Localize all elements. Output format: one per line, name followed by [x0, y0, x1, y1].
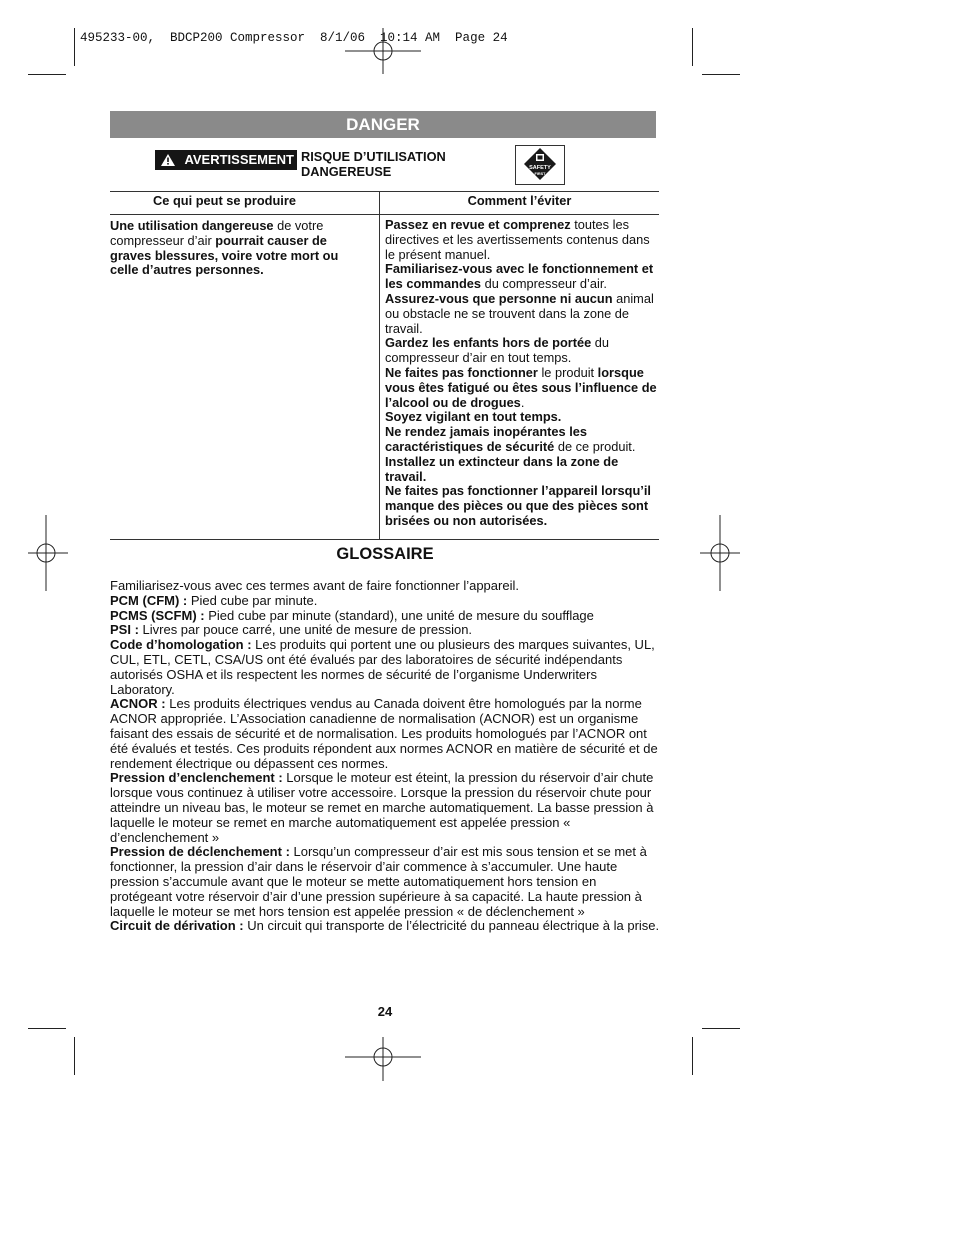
glossary-definition: Lorsqu’un compresseur d’air est mis sous tension et se met à fonctionner, la pression d’air dans le réservoir d’air commence à s’accumuler. Une haute pression s’accumule avant que le moteur se mette automatiquement hors tension en protégeant votre réservoir d’air d’une pression supérieure à sa capacité. La haute pression à laquelle le moteur se met hors tension est appelée pression « de déclenchement » [110, 844, 647, 919]
text: . [520, 394, 525, 410]
glossary-definition: Pied cube par minute. [187, 592, 318, 608]
warning-triangle-icon [161, 154, 175, 166]
bold-text: Passez en revue et comprenez [385, 217, 571, 232]
page-number: 24 [377, 1004, 393, 1019]
text: de ce produit. [554, 438, 636, 454]
prevention-item [385, 410, 659, 425]
text: toutes les directives et les avertissements contenus dans le présent manuel. [385, 217, 650, 262]
hazard-paragraph [110, 219, 368, 278]
safety-first-icon [515, 145, 565, 185]
glossary-definition: Un circuit qui transporte de l’électricité du panneau électrique à la prise. [243, 918, 660, 934]
glossary-entry [110, 594, 660, 609]
table-header-what-can-happen: Ce qui peut se produire [153, 193, 296, 208]
prevention-item [385, 455, 659, 485]
glossary-term: Pression d’enclenchement : [110, 770, 283, 786]
glossary-intro: Familiarisez-vous avec ces termes avant de faire fonctionner l’appareil. [110, 578, 519, 593]
text: de votre compresseur d’air [110, 218, 324, 248]
bold-text: lorsque vous êtes fatigué ou êtes sous l’influence de l’alcool ou de drogues [385, 364, 657, 410]
bold-text: Installez un extincteur dans la zone de travail. [385, 453, 619, 484]
glossary-term: Pression de déclenchement : [110, 844, 290, 860]
prevention-item [385, 218, 659, 262]
table-bottom-rule [110, 539, 659, 540]
bold-text: Soyez vigilant en tout temps. [385, 409, 562, 425]
risk-heading-line-2: DANGEREUSE [301, 164, 392, 179]
glossary-body [110, 579, 660, 934]
prevention-item [385, 484, 659, 528]
prevention-item [385, 336, 659, 366]
bold-text: Assurez-vous que personne ni aucun [385, 290, 613, 306]
glossary-entry [110, 845, 660, 919]
glossary-term: Circuit de dérivation : [110, 918, 244, 934]
bold-text: Ne faites pas fonctionner [385, 364, 538, 380]
text: animal ou obstacle ne se trouvent dans la zone de travail. [385, 290, 654, 336]
printer-slug: 495233-00, BDCP200 Compressor 8/1/06 10:14 AM Page 24 [80, 31, 508, 45]
glossary-term: ACNOR : [110, 696, 166, 712]
text: le produit [537, 364, 598, 380]
bold-text: Ne faites pas fonctionner l’appareil lorsqu’il manque des pièces ou que des pièces sont brisées ou non autorisées. [385, 483, 651, 528]
registration-mark-right [700, 515, 740, 591]
registration-mark-top [345, 28, 421, 74]
table-cell-prevention [385, 218, 659, 529]
prevention-item [385, 425, 659, 455]
danger-header: DANGER [110, 111, 656, 138]
prevention-item [385, 262, 659, 292]
glossary-title: GLOSSAIRE [336, 545, 434, 563]
registration-mark-bottom [345, 1037, 421, 1081]
text: du compresseur d’air en tout temps. [385, 335, 610, 366]
bold-text: Ne rendez jamais inopérantes les caractéristiques de sécurité [385, 424, 587, 454]
glossary-entry [110, 638, 660, 697]
glossary-definition: Les produits qui portent une ou plusieurs des marques suivantes, UL, CUL, ETL, CETL, CSA/US ont été évalués par des laboratoires de sécurité indépendants autorisés OSHA et ils respectent les normes de sécurité de l’organisme Underwriters Laboratory. [110, 637, 655, 697]
glossary-definition: Pied cube par minute (standard), une unité de mesure du soufflage [204, 607, 594, 623]
glossary-term: Code d’homologation : [110, 637, 252, 653]
glossary-definition: Les produits électriques vendus au Canada doivent être homologués par la norme ACNOR appropriée. L’Association canadienne de normalisation (ACNOR) est un organisme faisant des essais de sécurité et de normalisation. Les produits homologués par l’ACNOR ont été évalués et testés. Ces produits répondent aux normes ACNOR en matière de sécurité et de rendement électrique ou dépassent ces normes. [110, 696, 658, 771]
safety-icon-text: SAFETY [529, 165, 551, 171]
bold-text: Gardez les enfants hors de portée [385, 335, 592, 351]
table-column-divider [379, 191, 380, 539]
bold-text: pourrait causer de graves blessures, voire votre mort ou celle d’autres personnes. [110, 232, 339, 278]
table-header-how-to-avoid: Comment l’éviter [467, 193, 572, 208]
warning-tag [155, 150, 297, 170]
glossary-entry [110, 919, 660, 934]
table-cell-hazard [110, 219, 368, 278]
bold-text: Une utilisation dangereuse [110, 218, 274, 233]
glossary-term: PCM (CFM) : [110, 592, 188, 608]
risk-heading-line-1: RISQUE D’UTILISATION [301, 149, 446, 164]
registration-mark-left [28, 515, 68, 591]
glossary-term: PSI : [110, 622, 139, 638]
prevention-item [385, 366, 659, 410]
warning-tag-label: AVERTISSEMENT [184, 152, 294, 167]
text: du compresseur d’air. [481, 276, 607, 292]
glossary-term: PCMS (SCFM) : [110, 607, 205, 623]
glossary-entry [110, 771, 660, 845]
prevention-item [385, 292, 659, 336]
bold-text: Familiarisez-vous avec le fonctionnement et les commandes [385, 261, 654, 292]
safety-icon-subtext: FIRST [534, 172, 546, 176]
glossary-entry [110, 623, 660, 638]
glossary-entry [110, 697, 660, 771]
table-top-rule [110, 191, 659, 192]
glossary-definition: Lorsque le moteur est éteint, la pression du réservoir d’air chute lorsque vous continuez à utiliser votre accessoire. Lorsque la pression du réservoir chute pour atteindre un niveau bas, le moteur se remet en marche automatiquement. La basse pression à laquelle le moteur se remet en marche automatiquement est appelée pression « d’enclenchement » [110, 770, 654, 845]
risk-heading [301, 149, 446, 179]
glossary-entry [110, 609, 660, 624]
glossary-definition: Livres par pouce carré, une unité de mesure de pression. [138, 622, 473, 638]
table-header-rule [110, 214, 659, 215]
